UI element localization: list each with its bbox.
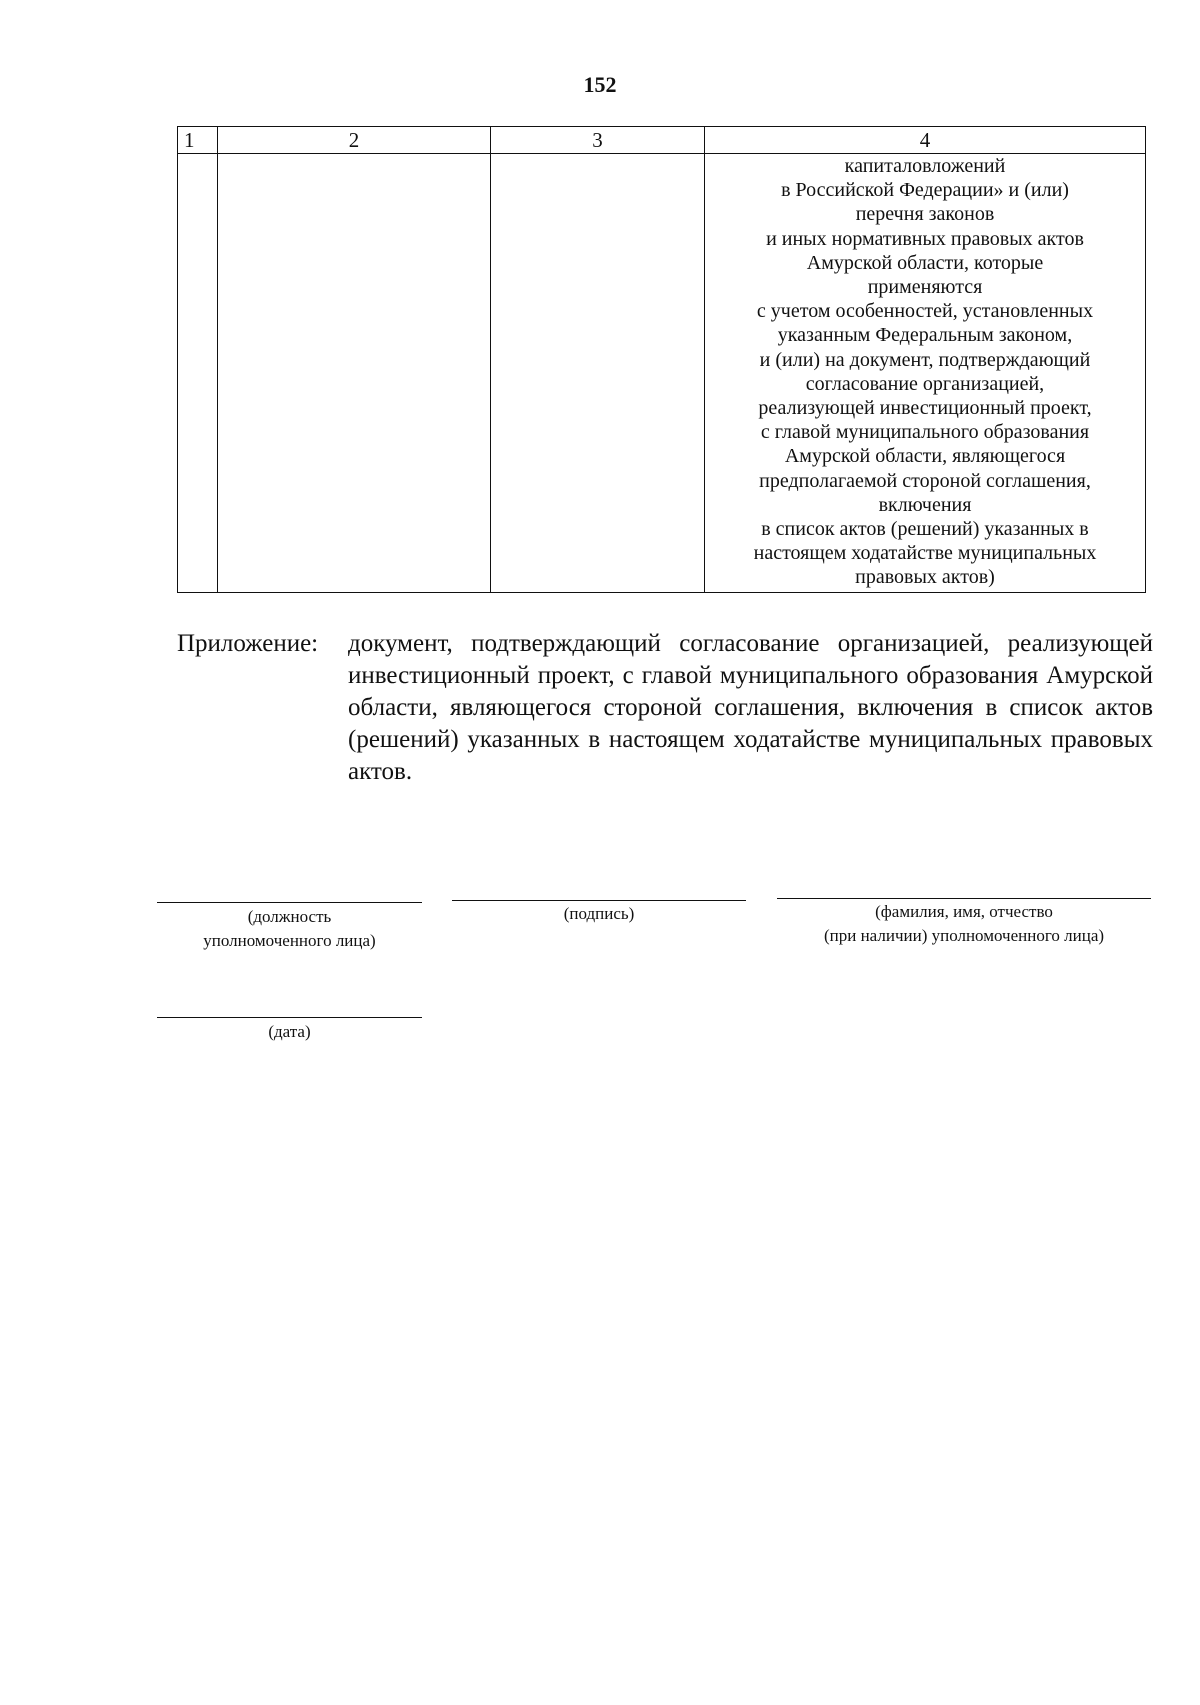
column-header-1: 1 [178, 127, 218, 154]
cell-col-4-line: капиталовложений [844, 155, 1006, 177]
page-number: 152 [583, 72, 617, 97]
appendix-text: документ, подтверждающий согласование организацией, реализующей инвестиционный проект, с главой муниципального образования Амурской области, являющегося стороной соглашения, включения в список актов (решений) указанных в настоящем ходатайстве муниципальных правовых актов. [348, 630, 1153, 785]
column-header-2: 2 [218, 127, 491, 154]
column-header-4: 4 [705, 127, 1146, 154]
cell-col-1 [178, 154, 218, 593]
signature-caption: (подпись) [563, 904, 635, 923]
cell-col-4-line: правовых актов) [855, 566, 995, 589]
cell-col-4-line: и иных нормативных правовых актов [766, 227, 1084, 250]
position-caption [157, 905, 422, 953]
position-signature-line [157, 902, 422, 903]
date-caption: (дата) [268, 1022, 311, 1041]
cell-col-4-line: предполагаемой стороной соглашения, [759, 469, 1091, 492]
cell-col-4-line: в список актов (решений) указанных в [761, 518, 1089, 541]
cell-col-4-line: настоящем ходатайстве муниципальных [753, 542, 1097, 565]
cell-col-2 [218, 154, 491, 593]
cell-col-4 [705, 154, 1146, 593]
cell-col-4-line: указанным Федеральным законом, [777, 324, 1073, 347]
name-caption-line-1: (фамилия, имя, отчество [875, 902, 1053, 921]
cell-col-3 [491, 154, 705, 593]
cell-col-4-line: применяются [867, 276, 983, 299]
cell-col-4-line: согласование организацией, [805, 372, 1045, 395]
cell-col-4-line: перечня законов [855, 203, 995, 226]
name-signature-line [777, 898, 1151, 899]
name-caption-line-2: (при наличии) уполномоченного лица) [823, 926, 1105, 945]
position-caption-line-2: уполномоченного лица) [203, 931, 376, 950]
cell-col-4-line: с учетом особенностей, установленных [756, 300, 1094, 323]
cell-col-4-line: Амурской области, являющегося [784, 445, 1066, 468]
date-line [157, 1017, 422, 1018]
cell-col-4-line: включения [878, 493, 972, 516]
cell-col-4-line: Амурской области, которые [806, 251, 1044, 274]
signature-line [452, 900, 746, 901]
cell-col-4-line: реализующей инвестиционный проект, [758, 397, 1092, 420]
cell-col-4-line: и (или) на документ, подтверждающий [759, 348, 1091, 371]
data-table [177, 126, 1145, 593]
cell-col-4-line: в Российской Федерации» и (или) [781, 179, 1069, 202]
cell-col-4-text [705, 154, 1145, 592]
appendix-label: Приложение: [177, 630, 319, 657]
position-caption-line-1: (должность [247, 907, 332, 926]
name-caption [777, 900, 1151, 948]
table-header-row [178, 127, 1146, 154]
column-header-3: 3 [491, 127, 705, 154]
cell-col-4-line: с главой муниципального образования [760, 421, 1090, 444]
table-row [178, 154, 1146, 593]
